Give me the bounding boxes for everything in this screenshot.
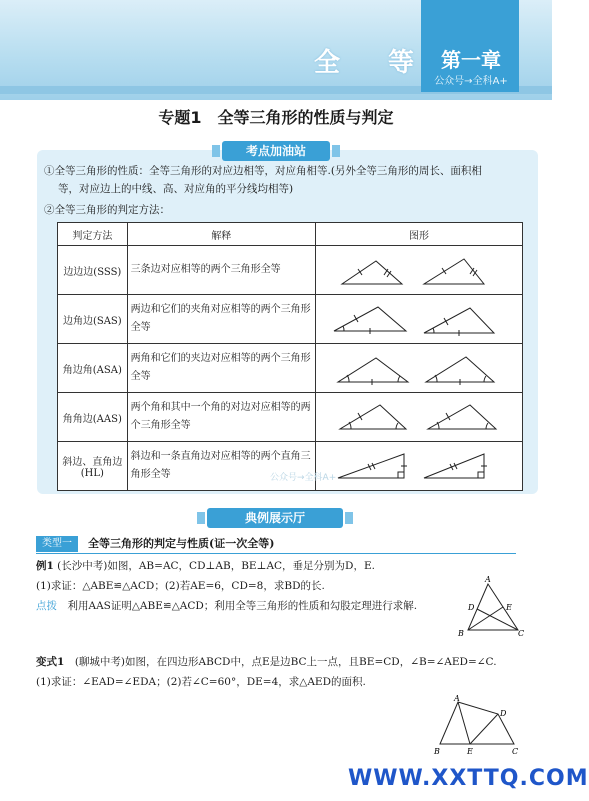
table-row [58,344,523,393]
hint-line [36,596,417,616]
method-sss: 边边边(SSS) [58,246,128,295]
hint-label: 点拨 [36,600,57,612]
examples-tag: 典例展示厅 [207,508,343,528]
sss-triangles-figure [316,246,522,294]
example-1-text-1: (长沙中考)如图，AB=AC，CD⊥AB，BE⊥AC，垂足分别为D，E. [57,560,375,572]
criteria-intro: ②全等三角形的判定方法： [44,204,170,216]
chapter-title: 第一章 [441,48,501,72]
fig2-label-c: C [512,747,519,756]
table-row [58,246,523,295]
criteria-table [57,222,523,491]
method-hl: 斜边、直角边(HL) [58,442,128,491]
header-char-1: 全 [314,48,343,78]
hl-right-triangles-figure [316,442,522,490]
figure-hl [315,442,522,491]
table-header-row [58,223,523,246]
fig1-label-e: E [506,603,512,612]
explain-aas: 两个角和其中一个角的对边对应相等的两个三角形全等 [127,393,315,442]
header-method: 判定方法 [58,223,128,246]
property-line-2: 等，对应边上的中线、高、对应角的平分线均相等) [58,183,294,195]
table-row [58,295,523,344]
fig2-label-d: D [500,709,507,718]
variant-1-line-1 [36,652,497,672]
header-explain: 解释 [127,223,315,246]
figure-asa [315,344,522,393]
explain-asa: 两角和它们的夹边对应相等的两个三角形全等 [127,344,315,393]
figure-sss [315,246,522,295]
example-1-label: 例1 [36,560,54,572]
figure-aas [315,393,522,442]
fig1-label-d: D [468,603,475,612]
fig1-label-b: B [458,629,464,638]
variant-1-line-2: (1)求证：∠EAD=∠EDA；(2)若∠C=60°，DE=4，求△AED的面积. [36,676,366,688]
variant-1-figure [428,692,524,758]
explain-sas: 两边和它们的夹角对应相等的两个三角形全等 [127,295,315,344]
type-label: 类型一 [36,536,78,552]
knowledge-tag: 考点加油站 [222,141,330,161]
header-char-2: 等 [388,48,417,78]
table-row [58,393,523,442]
example-1-figure [452,574,528,640]
fig2-label-a: A [454,694,460,703]
header-figure: 图形 [315,223,522,246]
sas-triangles-figure [316,295,522,343]
asa-triangles-figure [316,344,522,392]
fig2-label-e: E [467,747,473,756]
method-sas: 边角边(SAS) [58,295,128,344]
method-asa: 角边角(ASA) [58,344,128,393]
panel-watermark: 公众号→全科A+ [270,473,337,483]
example-1-line-1 [36,556,375,576]
figure-sas [315,295,522,344]
hint-text: 利用AAS证明△ABE≌△ACD；利用全等三角形的性质和勾股定理进行求解. [67,600,418,612]
table-row [58,442,523,491]
topic-title: 专题1 全等三角形的性质与判定 [158,108,394,127]
explain-hl: 斜边和一条直角边对应相等的两个直角三角形全等 [127,442,315,491]
property-line-1: ①全等三角形的性质：全等三角形的对应边相等，对应角相等.(另外全等三角形的周长、面积相 [44,165,482,177]
type-underline [36,553,516,554]
variant-1-text-1: (聊城中考)如图，在四边形ABCD中，点E是边BC上一点，且BE=CD，∠B=∠AED=∠C. [74,656,497,668]
fig2-label-b: B [434,747,440,756]
chapter-subtitle: 公众号→全科A+ [434,76,508,87]
variant-1-label: 变式1 [36,656,65,668]
method-aas: 角角边(AAS) [58,393,128,442]
aas-triangles-figure [316,393,522,441]
explain-sss: 三条边对应相等的两个三角形全等 [127,246,315,295]
fig1-label-c: C [518,629,525,638]
fig1-label-a: A [485,575,491,584]
type-title: 全等三角形的判定与性质(证一次全等) [88,537,275,550]
site-watermark: WWW.XXTTQ.COM [348,766,589,791]
example-1-line-2: (1)求证：△ABE≌△ACD；(2)若AE=6，CD=8，求BD的长. [36,580,325,592]
